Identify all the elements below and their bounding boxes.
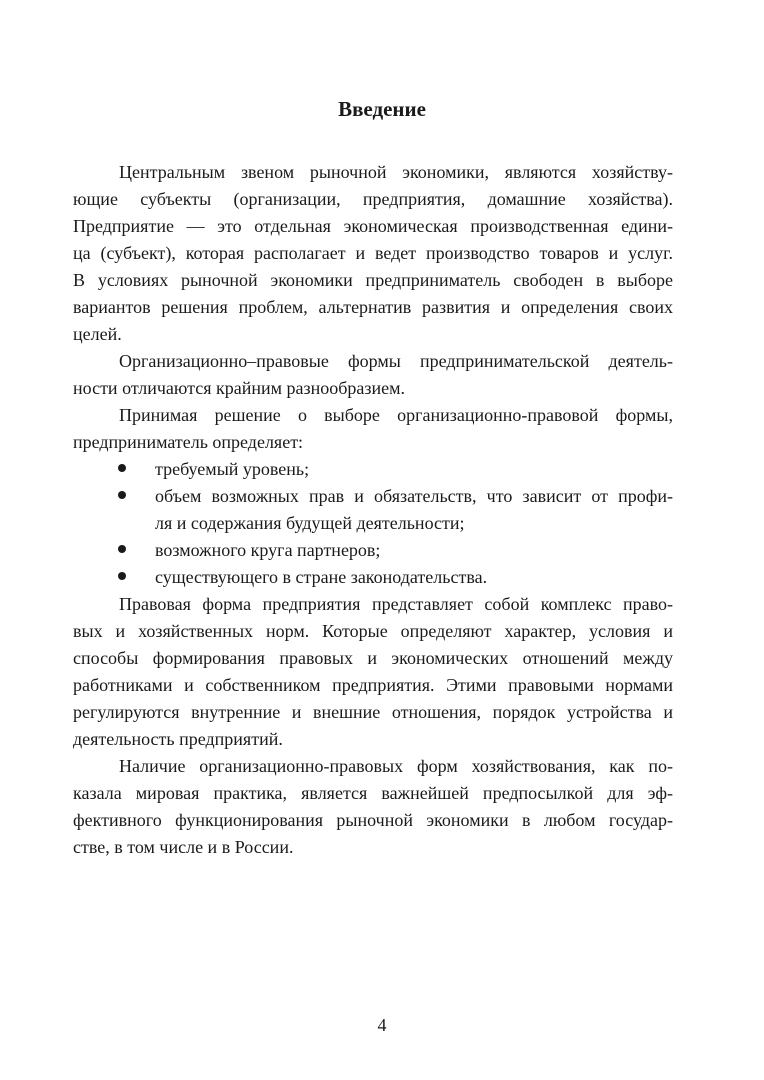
paragraph-line: работниками и собственником предприятия. Этими правовыми нормами <box>73 675 673 695</box>
paragraph-line: вариантов решения проблем, альтернатив развития и определения своих <box>73 297 673 317</box>
paragraph-line: Организационно–правовые формы предпринимательской деятель- <box>119 351 673 371</box>
paragraph-line: деятельность предприятий. <box>73 729 283 749</box>
paragraph-line: ца (субъект), которая располагает и ведет производство товаров и услуг. <box>73 243 673 263</box>
paragraph-line: В условиях рыночной экономики предприниматель свободен в выборе <box>73 270 673 290</box>
paragraph-line: Наличие организационно-правовых форм хозяйствования, как по- <box>119 756 673 776</box>
page-title: Введение <box>338 97 426 121</box>
paragraph-line: вых и хозяйственных норм. Которые определяют характер, условия и <box>73 621 673 641</box>
paragraph-line: фективного функционирования рыночной экономики в любом государ- <box>73 810 673 830</box>
list-item: существующего в стране законодательства. <box>155 567 488 587</box>
paragraph-line: регулируются внутренние и внешние отношения, порядок устройства и <box>73 702 673 722</box>
paragraph-line: стве, в том числе и в России. <box>73 837 294 857</box>
paragraph-line: целей. <box>73 324 122 344</box>
paragraph-line: Предприятие — это отдельная экономическая производственная едини- <box>73 216 673 236</box>
list-item: требуемый уровень; <box>155 459 310 479</box>
paragraph-line: казала мировая практика, является важнейшей предпосылкой для эф- <box>73 783 673 803</box>
paragraph-line: ющие субъекты (организации, предприятия, домашние хозяйства). <box>73 189 673 209</box>
paragraph-line: Принимая решение о выборе организационно-правовой формы, <box>119 405 673 425</box>
paragraph-line: ности отличаются крайним разнообразием. <box>73 378 405 398</box>
bullet-icon <box>118 464 126 472</box>
page-number: 4 <box>377 1015 387 1035</box>
bullet-icon <box>118 572 126 580</box>
list-item-continuation: ля и содержания будущей деятельности; <box>155 513 465 533</box>
paragraph-line: Центральным звеном рыночной экономики, являются хозяйству- <box>119 162 673 182</box>
list-item: возможного круга партнеров; <box>155 540 381 560</box>
paragraph-line: способы формирования правовых и экономических отношений между <box>73 648 673 668</box>
paragraph-line: предприниматель определяет: <box>73 432 304 452</box>
bullet-icon <box>118 491 126 499</box>
paragraph-line: Правовая форма предприятия представляет собой комплекс право- <box>119 594 673 614</box>
bullet-icon <box>118 545 126 553</box>
list-item: объем возможных прав и обязательств, что зависит от профи- <box>155 486 673 506</box>
